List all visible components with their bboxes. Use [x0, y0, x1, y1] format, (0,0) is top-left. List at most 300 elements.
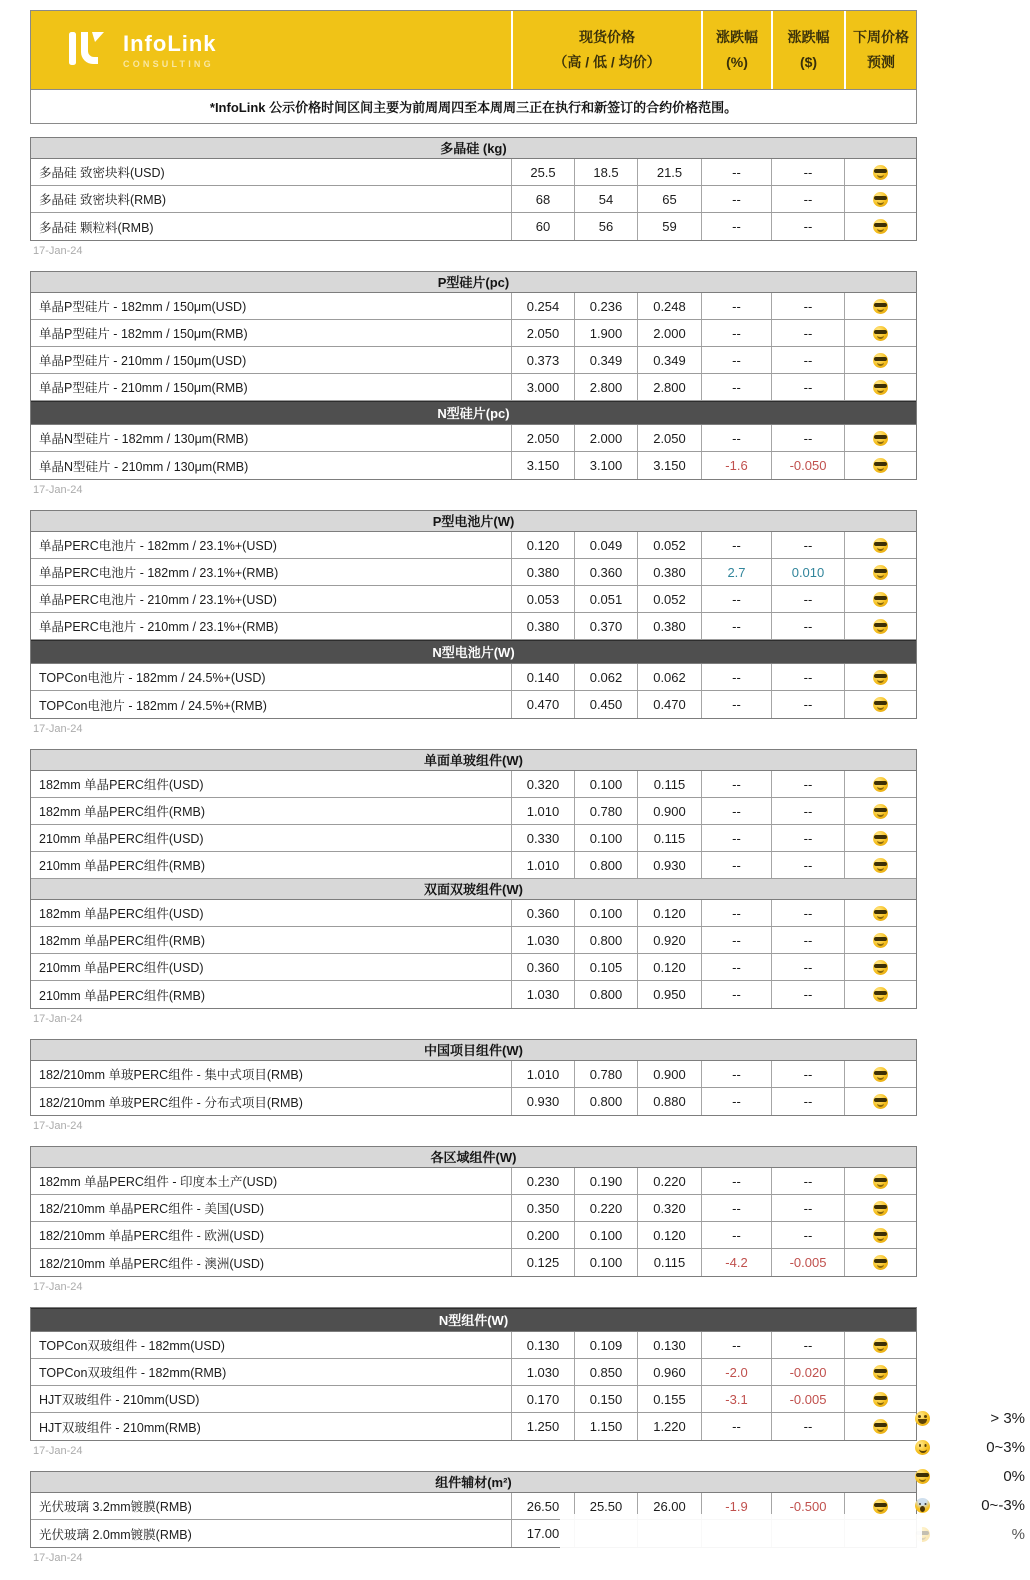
- change-usd: --: [771, 425, 844, 451]
- item-label: 210mm 单晶PERC组件(USD): [39, 961, 204, 975]
- change-usd: --: [771, 1332, 844, 1358]
- price-high: 0.120: [511, 532, 574, 558]
- change-usd: --: [771, 771, 844, 797]
- table-row: [31, 954, 916, 981]
- forecast-cell: [844, 825, 916, 851]
- legend-label: %: [1011, 1526, 1025, 1543]
- price-high: 0.373: [511, 347, 574, 373]
- price-high: 1.030: [511, 981, 574, 1008]
- table-row: [31, 374, 916, 401]
- section-header: 组件辅材(m²): [31, 1472, 916, 1493]
- table-row: [31, 213, 916, 240]
- price-table-block: [30, 1039, 917, 1116]
- table-row: [31, 927, 916, 954]
- price-avg: 0.130: [637, 1332, 701, 1358]
- price-avg: 26.00: [637, 1493, 701, 1519]
- sunglasses-emoji-icon: [873, 538, 888, 553]
- price-low: 0.150: [574, 1386, 637, 1412]
- sunglasses-emoji-icon: [873, 380, 888, 395]
- forecast-cell: [844, 159, 916, 185]
- table-row: [31, 900, 916, 927]
- section-header: P型硅片(pc): [31, 272, 916, 293]
- price-high: 0.360: [511, 954, 574, 980]
- sheet-header: [31, 11, 916, 89]
- forecast-cell: [844, 532, 916, 558]
- sunglasses-emoji-icon: [873, 831, 888, 846]
- price-low: 0.349: [574, 347, 637, 373]
- price-high: 2.050: [511, 320, 574, 346]
- item-label: 182/210mm 单晶PERC组件 - 澳洲(USD): [39, 1256, 265, 1271]
- item-label: 182/210mm 单晶PERC组件 - 美国(USD): [39, 1202, 265, 1216]
- change-usd: --: [771, 798, 844, 824]
- price-avg: 0.320: [637, 1195, 701, 1221]
- table-row: [31, 452, 916, 479]
- forecast-cell: [844, 664, 916, 690]
- change-pct: --: [701, 532, 771, 558]
- section-date: 17-Jan-24: [33, 1552, 83, 1564]
- price-high: 1.010: [511, 1061, 574, 1087]
- price-high: 0.200: [511, 1222, 574, 1248]
- change-pct: --: [701, 900, 771, 926]
- price-high: 1.030: [511, 927, 574, 953]
- forecast-cell: [844, 954, 916, 980]
- section-date: 17-Jan-24: [33, 1445, 83, 1457]
- price-avg: 3.150: [637, 452, 701, 479]
- smiling-emoji-icon: [915, 1440, 930, 1455]
- change-pct: --: [701, 374, 771, 400]
- change-pct: --: [701, 1413, 771, 1440]
- price-avg: 0.349: [637, 347, 701, 373]
- change-pct: --: [701, 320, 771, 346]
- price-avg: 0.900: [637, 1061, 701, 1087]
- price-low: 0.100: [574, 825, 637, 851]
- forecast-cell: [844, 1359, 916, 1385]
- forecast-cell: [844, 900, 916, 926]
- change-pct: -1.9: [701, 1493, 771, 1519]
- sunglasses-emoji-icon: [873, 1228, 888, 1243]
- price-low: 0.800: [574, 852, 637, 878]
- price-low: 0.100: [574, 1249, 637, 1276]
- price-high: 60: [511, 213, 574, 240]
- sunglasses-emoji-icon: [915, 1469, 930, 1484]
- change-pct: --: [701, 213, 771, 240]
- section-date: 17-Jan-24: [33, 1120, 83, 1132]
- change-usd: --: [771, 320, 844, 346]
- section-header: N型组件(W): [31, 1308, 916, 1332]
- change-usd: -0.005: [771, 1249, 844, 1276]
- forecast-sublabel: 预测: [867, 54, 895, 70]
- table-row: [31, 1222, 916, 1249]
- price-high: 0.330: [511, 825, 574, 851]
- table-row: [31, 347, 916, 374]
- sunglasses-emoji-icon: [873, 804, 888, 819]
- item-label: 210mm 单晶PERC组件(RMB): [39, 988, 205, 1003]
- legend-item: [912, 1520, 1028, 1549]
- price-high: 0.930: [511, 1088, 574, 1115]
- change-usd: --: [771, 293, 844, 319]
- forecast-cell: [844, 374, 916, 400]
- table-row: [31, 771, 916, 798]
- price-low: 54: [574, 186, 637, 212]
- price-low: 0.780: [574, 1061, 637, 1087]
- table-row: [31, 1332, 916, 1359]
- price-low: 56: [574, 213, 637, 240]
- change-usd: --: [771, 1168, 844, 1194]
- section-date: 17-Jan-24: [33, 723, 83, 735]
- price-avg: 2.800: [637, 374, 701, 400]
- sunglasses-emoji-icon: [873, 1201, 888, 1216]
- item-label: 多晶硅 致密块料(USD): [39, 166, 165, 180]
- price-avg: 65: [637, 186, 701, 212]
- price-high: 0.470: [511, 691, 574, 718]
- change-usd: --: [771, 213, 844, 240]
- price-low: 0.360: [574, 559, 637, 585]
- change-usd: --: [771, 954, 844, 980]
- price-low: 0.800: [574, 981, 637, 1008]
- change-pct: --: [701, 159, 771, 185]
- price-avg: 0.120: [637, 954, 701, 980]
- change-usd: 0.010: [771, 559, 844, 585]
- change-usd: --: [771, 691, 844, 718]
- forecast-emoji-legend: [912, 1404, 1028, 1549]
- legend-label: 0~3%: [986, 1439, 1025, 1456]
- section-header: 单面单玻组件(W): [31, 750, 916, 771]
- change-usd: --: [771, 1222, 844, 1248]
- table-row: [31, 664, 916, 691]
- price-table-blocks: [30, 137, 917, 1565]
- table-row: [31, 981, 916, 1008]
- change-pct: --: [701, 1168, 771, 1194]
- change-pct: --: [701, 425, 771, 451]
- price-low: 0.800: [574, 927, 637, 953]
- price-avg: 0.920: [637, 927, 701, 953]
- change-usd: --: [771, 586, 844, 612]
- price-low: 0.190: [574, 1168, 637, 1194]
- sunglasses-emoji-icon: [873, 933, 888, 948]
- sunglasses-emoji-icon: [873, 353, 888, 368]
- price-low: 18.5: [574, 159, 637, 185]
- price-avg: 0.220: [637, 1168, 701, 1194]
- table-row: [31, 532, 916, 559]
- price-low: 2.000: [574, 425, 637, 451]
- price-high: 2.050: [511, 425, 574, 451]
- item-label: 210mm 单晶PERC组件(RMB): [39, 859, 205, 873]
- sunglasses-emoji-icon: [873, 1419, 888, 1434]
- change-pct: -1.6: [701, 452, 771, 479]
- forecast-cell: [844, 691, 916, 718]
- item-label: 182mm 单晶PERC组件(USD): [39, 907, 204, 921]
- price-low: [574, 1520, 637, 1547]
- item-label: 182mm 单晶PERC组件(RMB): [39, 934, 205, 948]
- price-high: 1.030: [511, 1359, 574, 1385]
- price-low: 0.236: [574, 293, 637, 319]
- item-label: HJT双玻组件 - 210mm(USD): [39, 1393, 200, 1407]
- change-pct: --: [701, 186, 771, 212]
- change-pct: 2.7: [701, 559, 771, 585]
- change-pct: --: [701, 1195, 771, 1221]
- forecast-cell: [844, 981, 916, 1008]
- change-usd: -0.500: [771, 1493, 844, 1519]
- forecast-cell: [844, 1088, 916, 1115]
- change-pct: --: [701, 798, 771, 824]
- section-header: 中国项目组件(W): [31, 1040, 916, 1061]
- section-date: 17-Jan-24: [33, 1013, 83, 1025]
- column-header-change-usd: [771, 11, 844, 89]
- logo-name: InfoLink: [123, 31, 217, 56]
- table-row: [31, 1061, 916, 1088]
- section-header: N型电池片(W): [31, 640, 916, 664]
- price-high: 0.320: [511, 771, 574, 797]
- price-low: 0.109: [574, 1332, 637, 1358]
- forecast-cell: [844, 452, 916, 479]
- change-usd: --: [771, 981, 844, 1008]
- item-label: TOPCon电池片 - 182mm / 24.5%+(RMB): [39, 698, 267, 713]
- sheet-header-table: [30, 10, 917, 124]
- table-row: [31, 1386, 916, 1413]
- table-row: [31, 425, 916, 452]
- table-row: [31, 613, 916, 640]
- price-avg: 0.960: [637, 1359, 701, 1385]
- column-header-change-pct: [701, 11, 771, 89]
- forecast-cell: [844, 1061, 916, 1087]
- legend-item: [912, 1462, 1028, 1491]
- price-low: 0.780: [574, 798, 637, 824]
- price-low: 0.450: [574, 691, 637, 718]
- item-label: TOPCon双玻组件 - 182mm(RMB): [39, 1366, 227, 1380]
- price-avg: 0.248: [637, 293, 701, 319]
- sunglasses-emoji-icon: [873, 697, 888, 712]
- price-table-block: [30, 1471, 917, 1548]
- infolink-logo: [31, 11, 511, 89]
- sunglasses-emoji-icon: [873, 619, 888, 634]
- item-label: 182mm 单晶PERC组件(RMB): [39, 805, 205, 819]
- section-date: 17-Jan-24: [33, 245, 83, 257]
- sunglasses-emoji-icon: [873, 670, 888, 685]
- price-avg: 0.470: [637, 691, 701, 718]
- change-pct: -3.1: [701, 1386, 771, 1412]
- legend-label: 0~-3%: [981, 1497, 1025, 1514]
- table-row: [31, 1195, 916, 1222]
- price-high: 0.380: [511, 613, 574, 639]
- change-pct-unit: (%): [726, 54, 748, 70]
- change-usd: -0.050: [771, 452, 844, 479]
- table-row: [31, 825, 916, 852]
- sunglasses-emoji-icon: [873, 1392, 888, 1407]
- item-label: 单晶PERC电池片 - 182mm / 23.1%+(RMB): [39, 566, 279, 580]
- item-label: 182mm 单晶PERC组件(USD): [39, 778, 204, 792]
- forecast-cell: [844, 425, 916, 451]
- item-label: 单晶N型硅片 - 210mm / 130μm(RMB): [39, 459, 249, 474]
- section-header: 双面双玻组件(W): [31, 879, 916, 900]
- price-table-block: [30, 137, 917, 241]
- price-sheet: [30, 10, 917, 1565]
- forecast-cell: [844, 186, 916, 212]
- price-high: 0.360: [511, 900, 574, 926]
- change-usd: -0.020: [771, 1359, 844, 1385]
- price-note: *InfoLink 公示价格时间区间主要为前周周四至本周周三正在执行和新签订的合约价格范围。: [31, 89, 916, 123]
- sunglasses-emoji-icon: [873, 165, 888, 180]
- table-row: [31, 159, 916, 186]
- sunglasses-emoji-icon: [873, 299, 888, 314]
- price-low: 0.062: [574, 664, 637, 690]
- price-table-block: [30, 510, 917, 719]
- forecast-cell: [844, 1413, 916, 1440]
- price-avg: 2.000: [637, 320, 701, 346]
- price-avg: 1.220: [637, 1413, 701, 1440]
- section-header: N型硅片(pc): [31, 401, 916, 425]
- table-row: [31, 798, 916, 825]
- change-pct: --: [701, 927, 771, 953]
- price-low: 0.370: [574, 613, 637, 639]
- change-pct: --: [701, 347, 771, 373]
- price-low: 25.50: [574, 1493, 637, 1519]
- price-low: 3.100: [574, 452, 637, 479]
- table-row: [31, 1249, 916, 1276]
- forecast-cell: [844, 1168, 916, 1194]
- infolink-logo-icon: [65, 30, 111, 70]
- forecast-cell: [844, 927, 916, 953]
- sunglasses-emoji-icon: [873, 592, 888, 607]
- price-avg: 0.155: [637, 1386, 701, 1412]
- item-label: 182mm 单晶PERC组件 - 印度本土产(USD): [39, 1175, 278, 1189]
- change-usd: --: [771, 532, 844, 558]
- item-label: 单晶P型硅片 - 210mm / 150μm(USD): [39, 354, 247, 368]
- price-low: 0.100: [574, 771, 637, 797]
- table-row: [31, 1413, 916, 1440]
- item-label: 182/210mm 单玻PERC组件 - 分布式项目(RMB): [39, 1095, 303, 1110]
- item-label: 单晶PERC电池片 - 210mm / 23.1%+(RMB): [39, 620, 279, 634]
- item-label: 光伏玻璃 3.2mm镀膜(RMB): [39, 1500, 192, 1514]
- price-high: 17.00: [511, 1520, 574, 1547]
- table-row: [31, 1520, 916, 1547]
- change-usd: --: [771, 1195, 844, 1221]
- item-label: 单晶P型硅片 - 182mm / 150μm(RMB): [39, 327, 248, 341]
- price-low: 1.150: [574, 1413, 637, 1440]
- price-high: 0.254: [511, 293, 574, 319]
- change-usd: --: [771, 927, 844, 953]
- price-high: 1.010: [511, 852, 574, 878]
- sunglasses-emoji-icon: [873, 1174, 888, 1189]
- sunglasses-emoji-icon: [873, 777, 888, 792]
- spot-price-sublabel: （高 / 低 / 均价）: [553, 54, 661, 70]
- section-header: 各区域组件(W): [31, 1147, 916, 1168]
- table-row: [31, 1088, 916, 1115]
- price-high: 0.125: [511, 1249, 574, 1276]
- forecast-cell: [844, 320, 916, 346]
- forecast-cell: [844, 586, 916, 612]
- price-high: 0.130: [511, 1332, 574, 1358]
- change-usd: --: [771, 374, 844, 400]
- price-low: 2.800: [574, 374, 637, 400]
- table-row: [31, 1168, 916, 1195]
- sunglasses-emoji-icon: [873, 431, 888, 446]
- price-table-block: [30, 1146, 917, 1277]
- table-row: [31, 1493, 916, 1520]
- column-header-spot-price: [511, 11, 701, 89]
- sunglasses-emoji-icon: [873, 1338, 888, 1353]
- table-row: [31, 559, 916, 586]
- logo-subtitle: CONSULTING: [123, 59, 214, 69]
- price-avg: 0.052: [637, 532, 701, 558]
- price-low: 0.049: [574, 532, 637, 558]
- forecast-cell: [844, 1332, 916, 1358]
- change-usd: [771, 1520, 844, 1547]
- price-avg: 0.380: [637, 559, 701, 585]
- price-high: 1.250: [511, 1413, 574, 1440]
- legend-item: [912, 1491, 1028, 1520]
- item-label: 单晶PERC电池片 - 210mm / 23.1%+(USD): [39, 593, 277, 607]
- item-label: 210mm 单晶PERC组件(USD): [39, 832, 204, 846]
- change-pct: --: [701, 1061, 771, 1087]
- sunglasses-emoji-icon: [873, 858, 888, 873]
- price-high: 0.380: [511, 559, 574, 585]
- section-date: 17-Jan-24: [33, 1281, 83, 1293]
- item-label: 多晶硅 颗粒料(RMB): [39, 220, 154, 235]
- change-pct: --: [701, 1332, 771, 1358]
- price-avg: 21.5: [637, 159, 701, 185]
- change-pct: -2.0: [701, 1359, 771, 1385]
- forecast-cell: [844, 1195, 916, 1221]
- price-avg: 0.115: [637, 1249, 701, 1276]
- price-high: 3.000: [511, 374, 574, 400]
- price-high: 0.170: [511, 1386, 574, 1412]
- item-label: 182/210mm 单晶PERC组件 - 欧洲(USD): [39, 1229, 265, 1243]
- price-low: 0.800: [574, 1088, 637, 1115]
- change-usd-unit: ($): [799, 54, 818, 70]
- obscured-emoji-icon: [915, 1527, 930, 1542]
- item-label: TOPCon电池片 - 182mm / 24.5%+(USD): [39, 671, 266, 685]
- table-row: [31, 293, 916, 320]
- sunglasses-emoji-icon: [873, 1067, 888, 1082]
- forecast-cell: [844, 852, 916, 878]
- item-label: 单晶P型硅片 - 210mm / 150μm(RMB): [39, 381, 248, 395]
- spot-price-label: 现货价格: [579, 29, 635, 46]
- price-avg: 0.120: [637, 900, 701, 926]
- sunglasses-emoji-icon: [873, 960, 888, 975]
- forecast-cell: [844, 1386, 916, 1412]
- sunglasses-emoji-icon: [873, 326, 888, 341]
- item-label: 光伏玻璃 2.0mm镀膜(RMB): [39, 1527, 192, 1542]
- sunglasses-emoji-icon: [873, 1365, 888, 1380]
- price-avg: 0.052: [637, 586, 701, 612]
- price-table-block: [30, 1307, 917, 1441]
- forecast-cell: [844, 293, 916, 319]
- change-pct: -4.2: [701, 1249, 771, 1276]
- forecast-cell: [844, 1520, 916, 1547]
- sunglasses-emoji-icon: [873, 192, 888, 207]
- table-row: [31, 586, 916, 613]
- price-low: 1.900: [574, 320, 637, 346]
- price-avg: 0.120: [637, 1222, 701, 1248]
- item-label: TOPCon双玻组件 - 182mm(USD): [39, 1339, 225, 1353]
- price-low: 0.850: [574, 1359, 637, 1385]
- price-high: 0.053: [511, 586, 574, 612]
- sunglasses-emoji-icon: [873, 1499, 888, 1514]
- table-row: [31, 691, 916, 718]
- legend-item: [912, 1404, 1028, 1433]
- price-avg: 59: [637, 213, 701, 240]
- forecast-cell: [844, 1493, 916, 1519]
- forecast-label: 下周价格: [853, 29, 909, 46]
- forecast-cell: [844, 347, 916, 373]
- change-pct: --: [701, 586, 771, 612]
- change-pct: --: [701, 613, 771, 639]
- price-high: 3.150: [511, 452, 574, 479]
- infolink-logo-text: [123, 31, 217, 69]
- screaming-emoji-icon: [915, 1498, 930, 1513]
- price-avg: 0.880: [637, 1088, 701, 1115]
- table-row: [31, 320, 916, 347]
